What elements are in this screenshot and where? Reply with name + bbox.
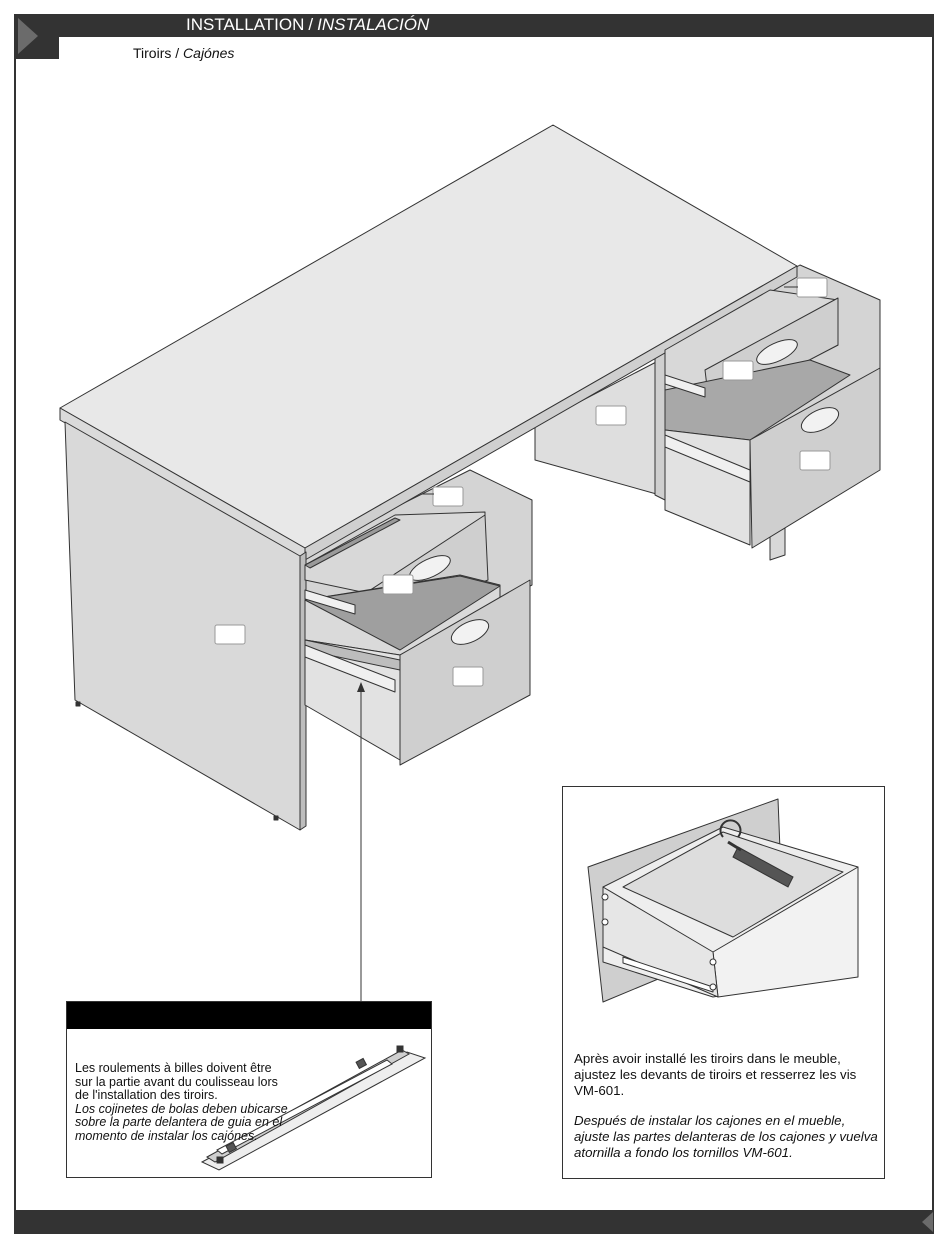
drawer-detail-image [563,787,884,1037]
ball-bearing-callout [66,1001,432,1178]
callout-header-bar [67,1002,431,1029]
callout-note-es: Los cojinetes de bolas deben ubicarse sobre la parte delantera de guia en el momento de instalar los cajónes. [75,1101,288,1143]
title-separator: / [308,15,314,34]
subtitle-es: Cajónes [183,45,235,61]
footer-bar [14,1210,934,1234]
subtitle-fr: Tiroirs [133,45,172,61]
detail-text-fr: Après avoir installé les tiroirs dans le meuble, ajustez les devants de tiroirs et resserrez les vis VM-601. [574,1051,857,1098]
detail-text [574,1051,879,1175]
callout-text [75,1062,290,1143]
subtitle-separator: / [175,45,180,61]
title-fr: INSTALLATION [186,15,305,34]
back-triangle-icon [922,1212,933,1232]
drawer-adjust-detail [562,786,885,1179]
title-es: INSTALACIÓN [317,15,430,34]
detail-text-es: Después de instalar los cajones en el mueble, ajuste las partes delanteras de los cajones y vuelva atornilla a fondo los tornillos VM-601. [574,1113,878,1160]
callout-note-fr: Les roulements à billes doivent être sur la partie avant du coulisseau lors de l'installation des tiroirs. [75,1061,278,1102]
